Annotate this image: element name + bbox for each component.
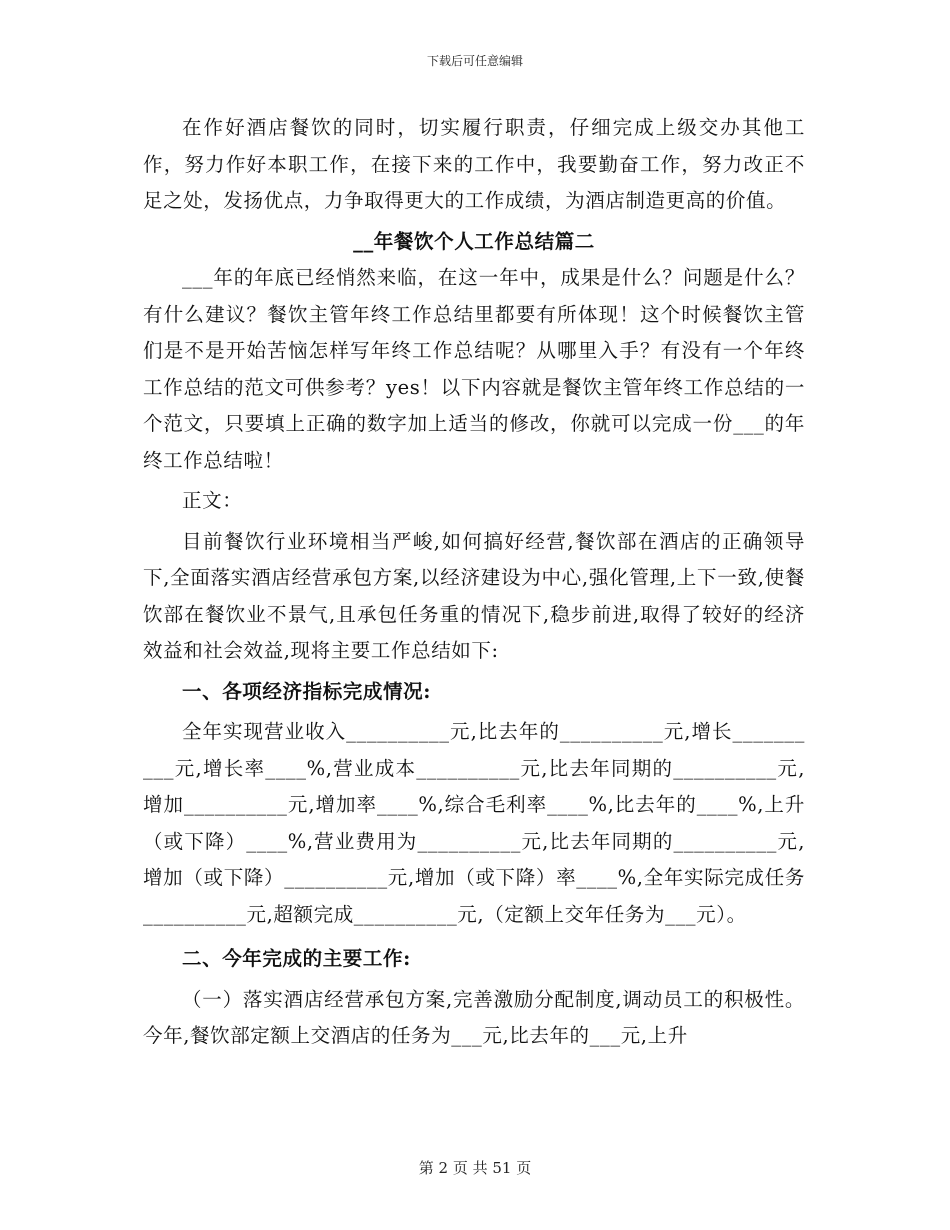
- page-footer: 第 2 页 共 51 页: [418, 1159, 532, 1177]
- heading-main-work: 二、今年完成的主要工作:: [182, 947, 411, 970]
- page-header: 下载后可任意编辑: [426, 54, 523, 68]
- paragraph-intro: ___年的年底已经悄然来临，在这一年中，成果是什么？问题是什么？有什么建议？餐饮主管年终工作总结里都要有所体现！这个时候餐饮主管们是不是开始苦恼怎样写年终工作总结呢？从哪里入手？有没有一个年终工作总结的范文可供参考？yes！以下内容就是餐饮主管年终工作总结的一个范文，只要填上正确的数字加上适当的修改，你就可以完成一份___的年终工作总结啦！: [143, 266, 805, 472]
- paragraph-label-main-text: 正文：: [182, 489, 243, 512]
- paragraph-closing: 在作好酒店餐饮的同时，切实履行职责，仔细完成上级交办其他工作，努力作好本职工作，在接下来的工作中，我要勤奋工作，努力改正不足之处，发扬优点，力争取得更大的工作成绩，为酒店制造更高的价值。: [143, 116, 805, 212]
- section-title: __年餐饮个人工作总结篇二: [353, 229, 595, 253]
- heading-economic-indicators: 一、各项经济指标完成情况:: [182, 679, 431, 703]
- paragraph-overview: 目前餐饮行业环境相当严峻,如何搞好经营,餐饮部在酒店的正确领导下,全面落实酒店经营承包方案,以经济建设为中心,强化管理,上下一致,使餐饮部在餐饮业不景气,且承包任务重的情况下,稳步前进,取得了较好的经济效益和社会效益,现将主要工作总结如下:: [143, 529, 805, 662]
- paragraph-indicators: 全年实现营业收入__________元,比去年的__________元,增长__________元,增长率____%,营业成本__________元,比去年同期的__________元,增加__________元,增加率____%,综合毛利率____%,比去年的____%,上升（或下降）____%,营业费用为__________元,比去年同期的__________元,增加（或下降）__________元,增加（或下降）率____%,全年实际完成任务__________元,超额完成__________元,（定额上交年任务为___元）。: [143, 720, 805, 926]
- document-body: [143, 110, 805, 1055]
- paragraph-work-item-1: （一）落实酒店经营承包方案,完善激励分配制度,调动员工的积极性。今年,餐饮部定额上交酒店的任务为___元,比去年的___元,上升: [143, 987, 805, 1047]
